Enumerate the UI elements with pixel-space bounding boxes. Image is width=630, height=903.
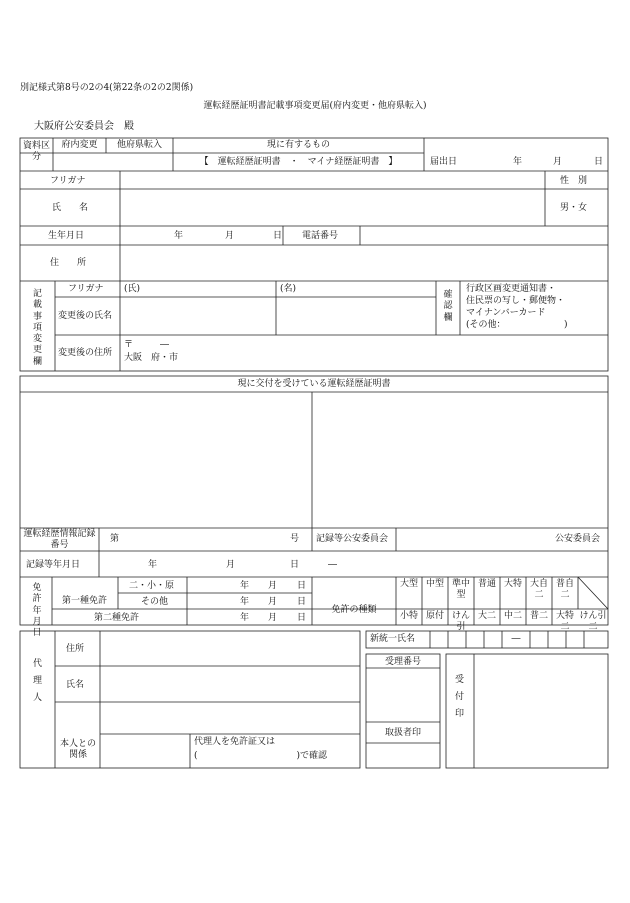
record-suffix: 号 bbox=[290, 534, 300, 544]
type-medium[interactable]: 中型 bbox=[425, 579, 444, 589]
agent-side-label: 代理人 bbox=[32, 659, 42, 704]
address-label: 住 所 bbox=[50, 258, 87, 268]
birth-day: 日 bbox=[273, 231, 283, 241]
commission-suffix: 公安委員会 bbox=[555, 534, 601, 544]
type-semi-medium[interactable]: 準中型 bbox=[451, 579, 470, 601]
confirm-doc-1: 行政区画変更通知書・ bbox=[466, 284, 557, 294]
record-date-label: 記録等年月日 bbox=[26, 560, 81, 570]
type-large-motorcycle[interactable]: 大自二 bbox=[529, 579, 548, 601]
class1-label: 第一種免許 bbox=[62, 596, 108, 606]
l2-day: 日 bbox=[297, 597, 307, 607]
held-value[interactable]: 【 運転経歴証明書 ・ マイナ経歴証明書 】 bbox=[199, 157, 398, 167]
type-towing-2[interactable]: けん引二 bbox=[579, 611, 607, 633]
serial-label: 新統一氏名 bbox=[370, 634, 416, 644]
category-label: 資料区分 bbox=[22, 141, 50, 163]
type-towing[interactable]: けん引 bbox=[451, 611, 470, 633]
confirm-doc-4: (その他： ) bbox=[466, 320, 568, 330]
option-in-prefecture[interactable]: 府内変更 bbox=[61, 140, 98, 150]
l3-year: 年 bbox=[240, 613, 250, 623]
city-label: 大阪 府・市 bbox=[124, 353, 179, 363]
receipt-number-label: 受理番号 bbox=[384, 657, 421, 667]
serial-dash: ― bbox=[511, 634, 521, 644]
l3-month: 月 bbox=[268, 613, 278, 623]
given-name-label: (名) bbox=[280, 284, 297, 294]
name-label: 氏 名 bbox=[52, 203, 89, 213]
change-furigana-label: フリガナ bbox=[68, 284, 104, 294]
type-large-special[interactable]: 大特 bbox=[503, 579, 522, 589]
option-other-prefecture[interactable]: 他府県転入 bbox=[116, 140, 162, 150]
agent-confirm-note: ( )で確認 bbox=[194, 751, 328, 761]
type-ordinary-2[interactable]: 普二 bbox=[529, 611, 548, 621]
type-ordinary[interactable]: 普通 bbox=[477, 579, 496, 589]
gender-value[interactable]: 男・女 bbox=[560, 203, 588, 213]
submit-day: 日 bbox=[594, 157, 604, 167]
form-title: 運転経歴証明書記載事項変更届(府内変更・他府県転入) bbox=[203, 101, 427, 111]
agent-license-note: 代理人を免許証又は bbox=[194, 737, 276, 747]
record-month: 月 bbox=[226, 560, 236, 570]
birth-month: 月 bbox=[225, 231, 235, 241]
license-types-label: 免許の種類 bbox=[331, 605, 377, 615]
type-ordinary-motorcycle[interactable]: 普自二 bbox=[555, 579, 574, 601]
submit-date-label: 届出日 bbox=[430, 157, 458, 167]
birth-year: 年 bbox=[174, 231, 184, 241]
record-dash: ― bbox=[328, 560, 337, 570]
surname-label: (氏) bbox=[124, 284, 141, 294]
form-id: 別記様式第8号の2の4(第22条の2の2関係) bbox=[20, 83, 194, 93]
record-day: 日 bbox=[290, 560, 300, 570]
phone-label: 電話番号 bbox=[302, 231, 339, 241]
l3-day: 日 bbox=[297, 613, 307, 623]
l2-year: 年 bbox=[240, 597, 250, 607]
l2-month: 月 bbox=[268, 597, 278, 607]
submit-year: 年 bbox=[513, 157, 523, 167]
class1-sub2: その他 bbox=[141, 597, 169, 607]
held-label: 現に有するもの bbox=[266, 140, 330, 150]
record-year: 年 bbox=[148, 560, 158, 570]
l1-year: 年 bbox=[240, 581, 250, 591]
type-large-2[interactable]: 大二 bbox=[477, 611, 496, 621]
postal-code: 〒 ― bbox=[124, 340, 170, 350]
birth-label: 生年月日 bbox=[48, 231, 85, 241]
new-name-label: 変更後の氏名 bbox=[58, 311, 113, 321]
agent-name-label: 氏名 bbox=[66, 680, 85, 690]
agent-address-label: 住所 bbox=[66, 644, 85, 654]
class2-label: 第二種免許 bbox=[94, 613, 140, 623]
record-prefix: 第 bbox=[110, 534, 120, 544]
new-address-label: 変更後の住所 bbox=[58, 348, 113, 358]
commission-label: 記録等公安委員会 bbox=[316, 534, 389, 544]
record-number-label: 運転経歴情報記録番号 bbox=[23, 529, 96, 551]
class1-sub1: 二・小・原 bbox=[129, 581, 175, 591]
reception-stamp-label: 受付印 bbox=[454, 675, 464, 720]
type-large[interactable]: 大型 bbox=[399, 579, 418, 589]
type-moped[interactable]: 原付 bbox=[425, 611, 444, 621]
type-medium-2[interactable]: 中二 bbox=[503, 611, 522, 621]
agent-relation-label: 本人との関係 bbox=[59, 739, 96, 761]
confirm-doc-3: マイナンバーカード bbox=[466, 308, 546, 318]
confirm-label: 確認欄 bbox=[443, 290, 453, 323]
handler-label: 取扱者印 bbox=[384, 728, 421, 738]
submit-month: 月 bbox=[553, 157, 563, 167]
confirm-doc-2: 住民票の写し・郵便物・ bbox=[466, 296, 566, 306]
type-large-special-2[interactable]: 大特二 bbox=[555, 611, 574, 633]
changes-side-label: 記載事項変更欄 bbox=[32, 289, 42, 367]
gender-label: 性 別 bbox=[560, 176, 588, 186]
type-small-special[interactable]: 小特 bbox=[399, 611, 418, 621]
l1-day: 日 bbox=[297, 581, 307, 591]
furigana-label: フリガナ bbox=[50, 176, 86, 186]
addressee: 大阪府公安委員会 殿 bbox=[34, 121, 134, 132]
l1-month: 月 bbox=[268, 581, 278, 591]
license-side-label: 免許年月日 bbox=[32, 583, 42, 638]
certificate-title: 現に交付を受けている運転経歴証明書 bbox=[237, 379, 391, 389]
